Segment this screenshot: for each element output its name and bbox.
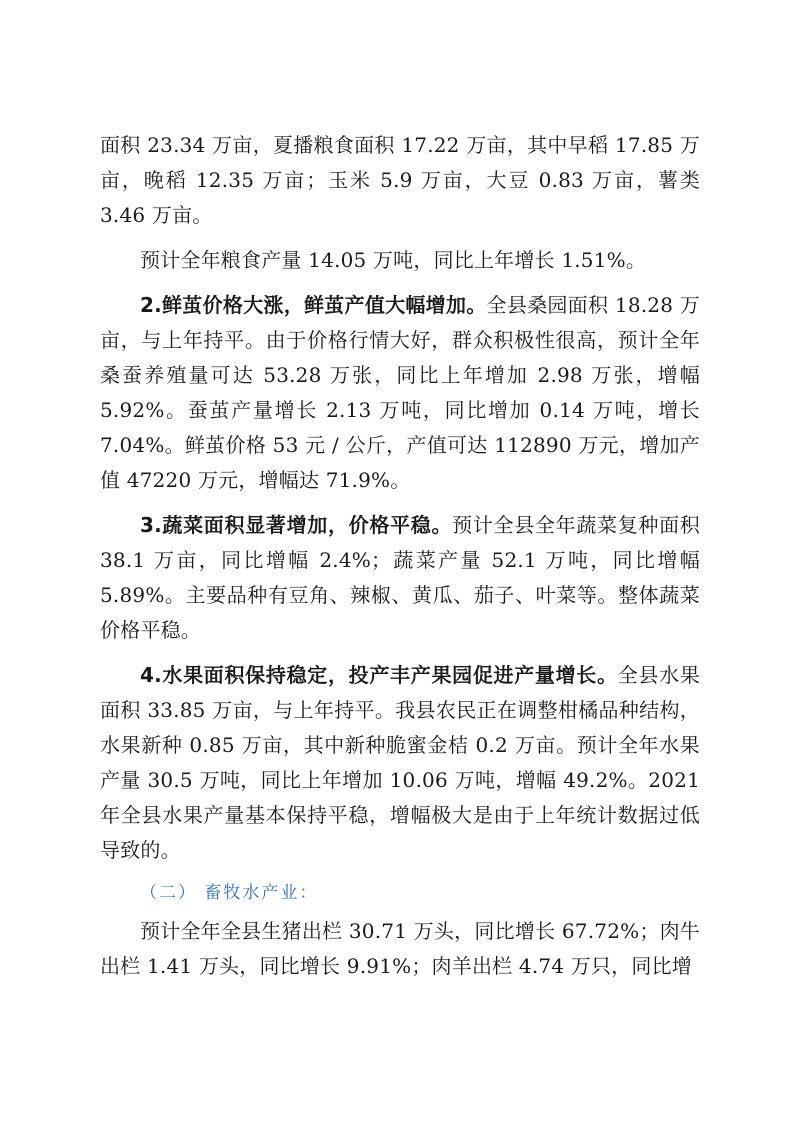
document-body [100,128,700,994]
paragraph-grain-area [100,128,700,233]
section-heading-livestock: （二） 畜牧水产业： [140,883,319,903]
paragraph-fruit [100,658,700,868]
paragraph-text: 全县水果面积 33.85 万亩，与上年持平。我县农民正在调整柑橘品种结构，水果新种 0.85 万亩，其中新种脆蜜金桔 0.2 万亩。预计全年水果产量 30.5 万吨，同比上年增加 10.06 万吨，增幅 49.2%。2021 年全县水果产量基本保持平稳，增幅极大是由于上年统计数据过低导致的。 [100,663,700,862]
paragraph-text: 预计全县全年蔬菜复种面积 38.1 万亩，同比增幅 2.4%；蔬菜产量 52.1 万吨，同比增幅 5.89%。主要品种有豆角、辣椒、黄瓜、茄子、叶菜等。整体蔬菜价格平稳。 [100,513,701,642]
paragraph-text: 预计全年全县生猪出栏 30.71 万头，同比增长 67.72%；肉牛出栏 1.41 万头，同比增长 9.91%；肉羊出栏 4.74 万只，同比增 [100,919,700,978]
paragraph-cocoon [100,288,700,498]
paragraph-lead-heading: 3.蔬菜面积显著增加，价格平稳。 [140,513,453,537]
paragraph-text: 全县桑园面积 18.28 万亩，与上年持平。由于价格行情大好，群众积极性很高，预计全年桑蚕养殖量可达 53.28 万张，同比上年增加 2.98 万张，增幅 5.92%。蚕茧产量增长 2.13 万吨，同比增加 0.14 万吨，增长 7.04%。鲜茧价格 53 元 / 公斤，产值可达 112890 万元，增加产值 47220 万元，增幅达 71.9%。 [100,293,700,492]
paragraph-text: 面积 23.34 万亩，夏播粮食面积 17.22 万亩，其中早稻 17.85 万亩，晚稻 12.35 万亩；玉米 5.9 万亩，大豆 0.83 万亩，薯类 3.46 万亩。 [100,133,700,227]
paragraph-text: 预计全年粮食产量 14.05 万吨，同比上年增长 1.51%。 [140,248,647,272]
paragraph-livestock [100,914,700,984]
paragraph-grain-output [100,243,700,278]
paragraph-vegetables [100,508,700,648]
paragraph-lead-heading: 4.水果面积保持稳定，投产丰产果园促进产量增长。 [140,663,618,687]
paragraph-lead-heading: 2.鲜茧价格大涨，鲜茧产值大幅增加。 [140,293,487,317]
